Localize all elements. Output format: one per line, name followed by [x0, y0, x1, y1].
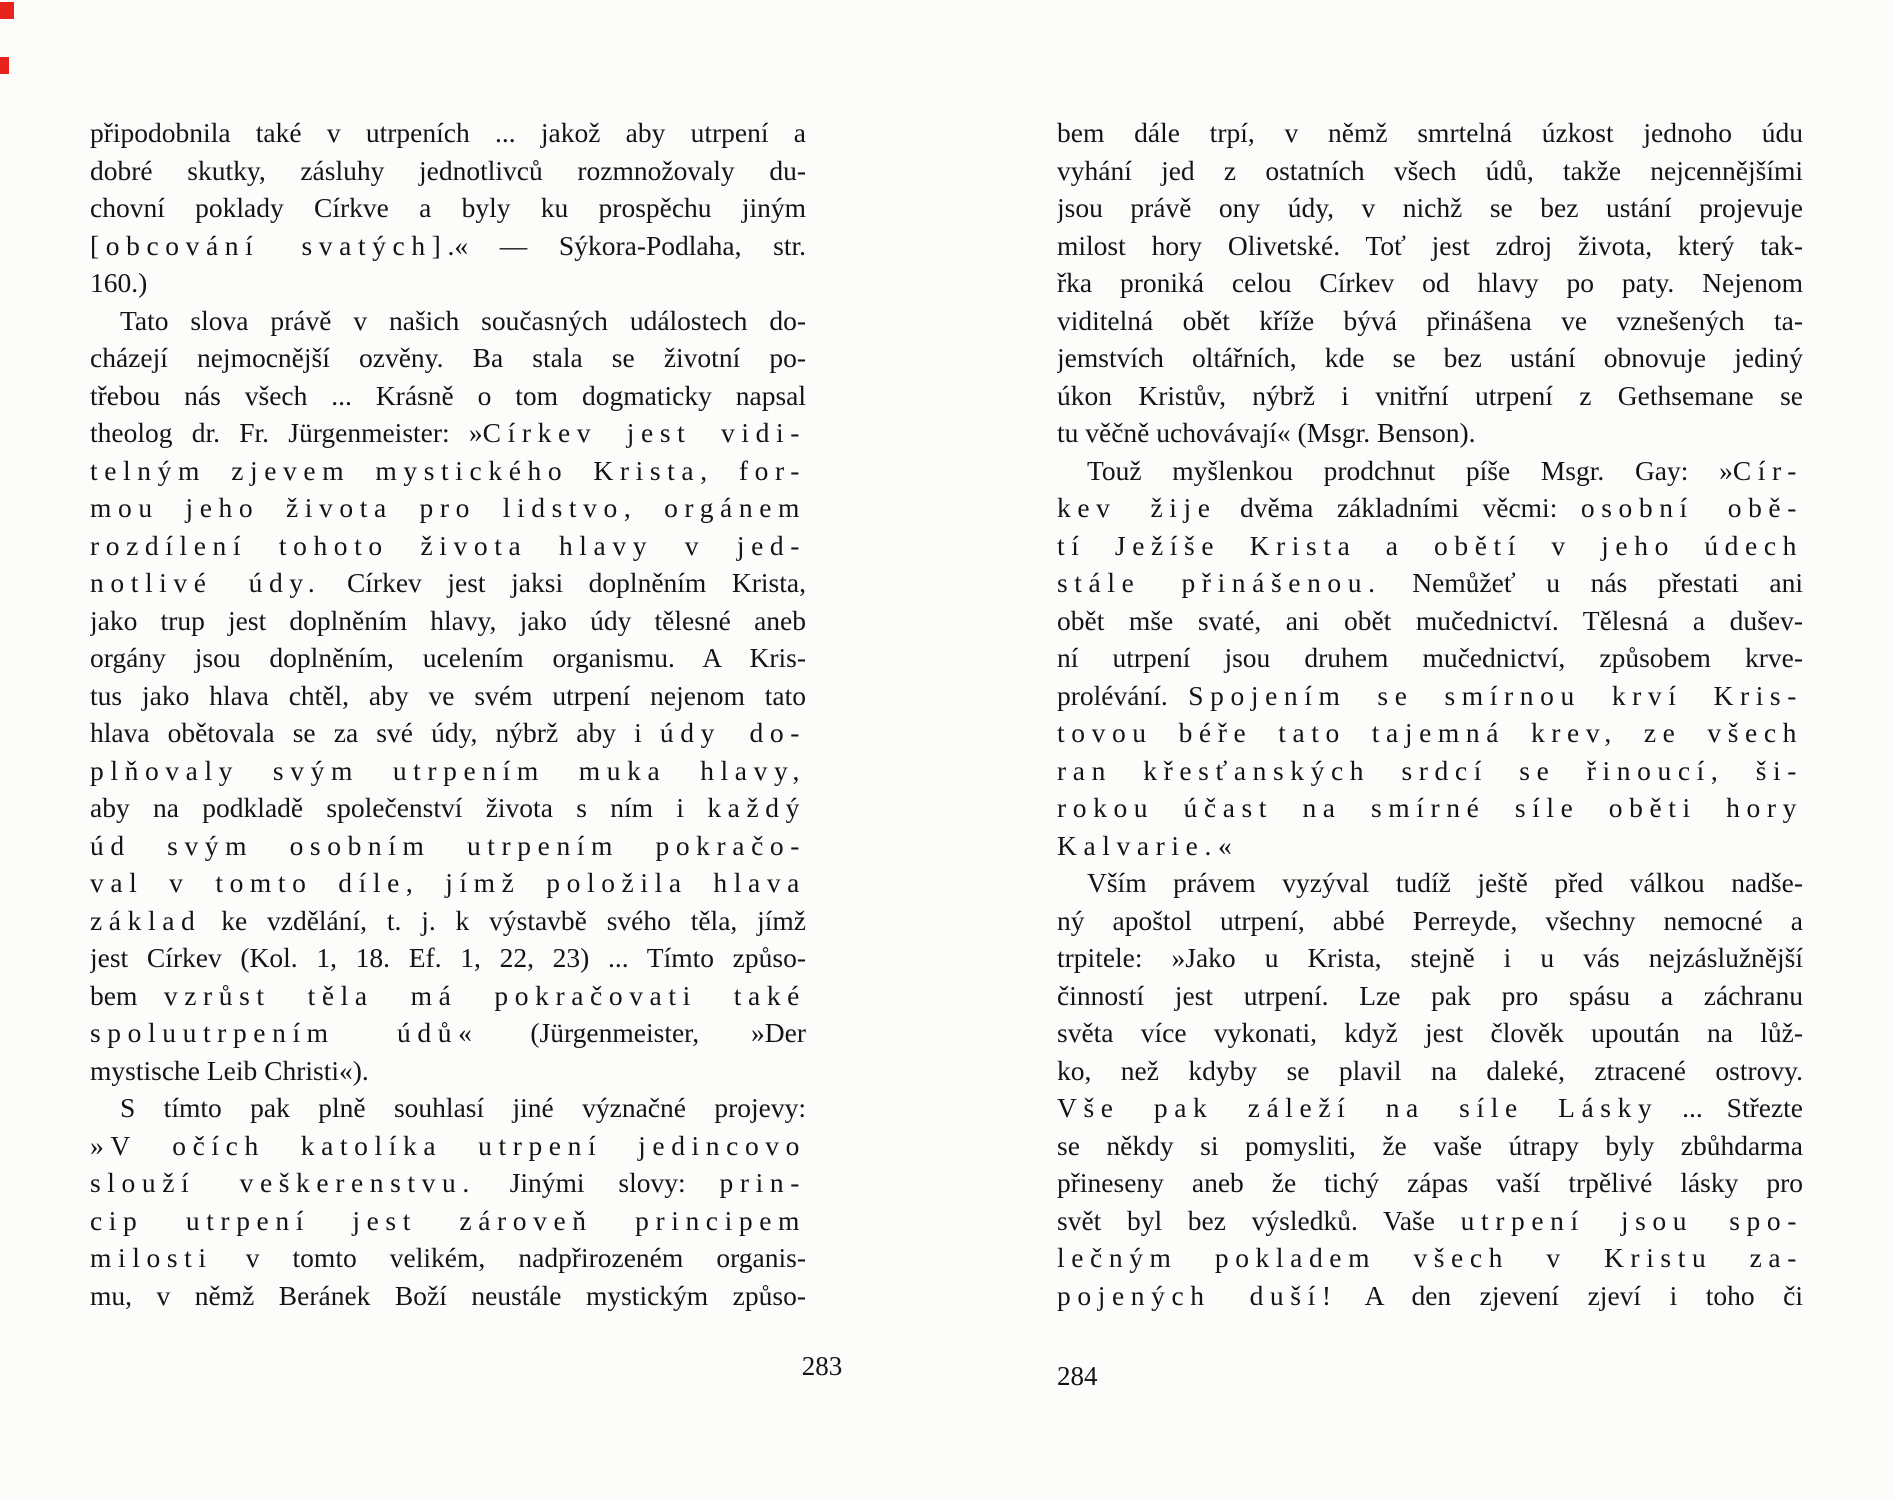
letterspaced-text-segment: [obcování svatých]: [90, 229, 448, 261]
text-line: [90, 189, 806, 227]
text-line: [1057, 827, 1803, 865]
text-line: [90, 227, 806, 265]
text-segment: Tato slova právě v našich současných událostech do-: [120, 304, 806, 336]
letterspaced-text-segment: ran křesťanských srdcí se řinoucí, ši-: [1057, 754, 1803, 786]
text-segment: orgány jsou doplněním, ucelením organismu. A Kris-: [90, 642, 806, 673]
text-line: [90, 1127, 806, 1165]
text-segment: jsou právě ony údy, v nichž se bez ustání projevuje: [1057, 192, 1803, 223]
letterspaced-text-segment: notlivé údy.: [90, 567, 322, 598]
text-line: [1057, 902, 1803, 940]
text-line: [1057, 1239, 1803, 1277]
text-segment: připodobnila také v utrpeních ... jakož aby utrpení a: [90, 117, 806, 148]
text-line: [90, 1052, 806, 1090]
text-line: [90, 152, 806, 190]
text-segment: cházejí nejmocnější ozvěny. Ba stala se životní po-: [90, 342, 806, 373]
text-segment: bem: [90, 979, 164, 1011]
text-line: [1057, 639, 1803, 677]
text-segment: ný apoštol utrpení, abbé Perreyde, všechny nemocné a: [1057, 904, 1803, 936]
right-page-text-column: [1057, 114, 1803, 1314]
text-segment: S tímto pak plně souhlasí jiné význačné projevy:: [120, 1092, 806, 1123]
letterspaced-text-segment: stále přinášenou.: [1057, 567, 1382, 598]
text-segment: ní utrpení jsou druhem mučednictví, způsobem krve-: [1057, 642, 1803, 673]
text-line: [90, 714, 806, 752]
text-line: [90, 1239, 806, 1277]
text-line: [1057, 1127, 1803, 1165]
letterspaced-text-segment: cip utrpení jest zároveň principem: [90, 1204, 806, 1236]
text-line: [90, 114, 806, 152]
text-segment: činností jest utrpení. Lze pak pro spásu a záchranu: [1057, 979, 1803, 1011]
text-line: [1057, 752, 1803, 790]
letterspaced-text-segment: lečným pokladem všech v Kristu za-: [1057, 1242, 1803, 1273]
text-segment: svět byl bez výsledků. Vaše: [1057, 1204, 1461, 1236]
text-line: [90, 564, 806, 602]
text-line: [90, 864, 806, 902]
text-segment: prolévání.: [1057, 679, 1189, 711]
letterspaced-text-segment: rozdílení tohoto života hlavy v jed-: [90, 529, 806, 561]
letterspaced-text-segment: rokou účast na smírné síle oběti hory: [1057, 792, 1803, 823]
letterspaced-text-segment: mou jeho života pro lidstvo, orgánem: [90, 492, 806, 523]
text-line: [90, 527, 806, 565]
text-line: [90, 789, 806, 827]
text-segment: přineseny aneb že tichý zápas vaší trpělivé lásky pro: [1057, 1167, 1803, 1198]
text-segment: trpitele: »Jako u Krista, stejně i u vás nejzáslužnější: [1057, 942, 1803, 973]
text-line: [90, 1014, 806, 1052]
text-segment: jako trup jest doplněním hlavy, jako údy tělesné aneb: [90, 604, 806, 636]
text-segment: theolog dr. Fr. Jürgenmeister: »: [90, 417, 483, 448]
text-line: [1057, 977, 1803, 1015]
text-line: [90, 452, 806, 490]
text-segment: dobré skutky, zásluhy jednotlivců rozmnožovaly du-: [90, 154, 806, 186]
text-line: [1057, 302, 1803, 340]
text-line: [90, 339, 806, 377]
text-segment: se někdy si pomysliti, že vaše útrapy byly zbůhdarma: [1057, 1129, 1803, 1161]
text-line: [1057, 1052, 1803, 1090]
letterspaced-text-segment: Cír-: [1732, 454, 1803, 486]
text-segment: světa více vykonati, když jest člověk upoután na lůž-: [1057, 1017, 1803, 1048]
text-line: [1057, 452, 1803, 490]
text-segment: ke vzdělání, t. j. k výstavbě svého těla, jímž: [201, 904, 806, 936]
text-line: [1057, 152, 1803, 190]
letterspaced-text-segment: osobní obě-: [1580, 492, 1803, 523]
text-line: [1057, 114, 1803, 152]
text-line: [90, 902, 806, 940]
text-line: [1057, 677, 1803, 715]
text-line: [90, 1089, 806, 1127]
text-segment: 160.): [90, 267, 148, 298]
letterspaced-text-segment: Vše pak záleží na síle Lásky: [1057, 1092, 1659, 1123]
text-segment: Vším právem vyzýval tudíž ještě před válkou nadše-: [1087, 867, 1803, 898]
text-line: [90, 827, 806, 865]
page-number-left: 283: [801, 1351, 843, 1381]
text-segment: chovní poklady Církve a byly ku prospěchu jiným: [90, 192, 806, 223]
text-line: [90, 602, 806, 640]
text-line: [1057, 564, 1803, 602]
text-line: [90, 414, 806, 452]
red-scan-mark-2: [0, 57, 9, 74]
text-line: [1057, 1089, 1803, 1127]
text-line: [1057, 1277, 1803, 1315]
text-line: [90, 752, 806, 790]
letterspaced-text-segment: Církev jest vidi-: [482, 417, 806, 448]
letterspaced-text-segment: Spojením se smírnou krví Kris-: [1188, 679, 1803, 711]
text-line: [90, 939, 806, 977]
letterspaced-text-segment: spoluutrpením údů«: [90, 1017, 479, 1048]
letterspaced-text-segment: základ: [90, 904, 202, 936]
text-segment: třebou nás všech ... Krásně o tom dogmaticky napsal: [90, 379, 806, 411]
text-segment: tu věčně uchovávají« (Msgr. Benson).: [1057, 417, 1476, 448]
text-segment: hlava obětovala se za své údy, nýbrž aby i: [90, 717, 660, 748]
text-line: [90, 264, 806, 302]
text-segment: obět mše svaté, ani obět mučednictví. Tělesná a dušev-: [1057, 604, 1803, 636]
text-line: [1057, 227, 1803, 265]
text-line: [1057, 189, 1803, 227]
letterspaced-text-segment: utrpení jsou spo-: [1460, 1204, 1803, 1236]
letterspaced-text-segment: Kalvarie.«: [1057, 829, 1239, 861]
text-segment: mystische Leib Christi«).: [90, 1054, 369, 1086]
text-line: [90, 1202, 806, 1240]
text-line: [1057, 339, 1803, 377]
letterspaced-text-segment: val v tomto díle, jímž položila hlava: [90, 867, 806, 898]
text-segment: .« — Sýkora-Podlaha, str.: [447, 229, 806, 261]
letterspaced-text-segment: »V očích katolíka utrpení jedincovo: [90, 1129, 806, 1161]
text-line: [1057, 1164, 1803, 1202]
text-segment: Touž myšlenkou prodchnut píše Msgr. Gay: »: [1087, 454, 1733, 486]
text-segment: vyhání jed z ostatních všech údů, takže nejcennějšími: [1057, 154, 1803, 186]
text-line: [1057, 377, 1803, 415]
text-segment: bem dále trpí, v němž smrtelná úzkost jednoho údu: [1057, 117, 1803, 148]
text-segment: tus jako hlava chtěl, aby ve svém utrpení nejenom tato: [90, 679, 806, 711]
text-segment: mu, v němž Beránek Boží neustále mystickým způso-: [90, 1279, 806, 1311]
text-line: [90, 677, 806, 715]
text-segment: jemstvích oltářních, kde se bez ustání obnovuje jediný: [1057, 342, 1803, 373]
letterspaced-text-segment: milosti: [90, 1242, 213, 1273]
text-segment: aby na podkladě společenství života s ním i: [90, 792, 708, 823]
text-segment: viditelná obět kříže bývá přinášena ve vznešených ta-: [1057, 304, 1803, 336]
letterspaced-text-segment: tí Ježíše Krista a obětí v jeho údech: [1057, 529, 1803, 561]
text-line: [90, 302, 806, 340]
letterspaced-text-segment: údy do-: [659, 717, 806, 748]
text-line: [1057, 414, 1803, 452]
text-line: [1057, 939, 1803, 977]
text-segment: (Jürgenmeister, »Der: [478, 1017, 806, 1048]
text-line: [1057, 264, 1803, 302]
text-segment: úkon Kristův, nýbrž i vnitřní utrpení z Gethsemane se: [1057, 379, 1803, 411]
text-segment: Jinými slovy:: [475, 1167, 720, 1198]
text-segment: Nemůžeť u nás přestati ani: [1381, 567, 1803, 598]
letterspaced-text-segment: pojených duší!: [1057, 1279, 1338, 1311]
red-scan-mark-1: [0, 2, 14, 19]
text-line: [1057, 1014, 1803, 1052]
text-line: [90, 639, 806, 677]
text-line: [90, 1164, 806, 1202]
letterspaced-text-segment: kev žije: [1057, 492, 1217, 523]
text-segment: ko, než kdyby se plavil na daleké, ztracené ostrovy.: [1057, 1054, 1803, 1086]
text-segment: milost hory Olivetské. Toť jest zdroj života, který tak-: [1057, 229, 1803, 261]
letterspaced-text-segment: tovou béře tato tajemná krev, ze všech: [1057, 717, 1803, 748]
text-segment: Církev jest jaksi doplněním Krista,: [321, 567, 806, 598]
text-segment: řka proniká celou Církev od hlavy po paty. Nejenom: [1057, 267, 1803, 298]
letterspaced-text-segment: telným zjevem mystického Krista, for-: [90, 454, 806, 486]
text-line: [1057, 527, 1803, 565]
text-line: [1057, 789, 1803, 827]
letterspaced-text-segment: každý: [707, 792, 806, 823]
letterspaced-text-segment: plňovaly svým utrpením muka hlavy,: [90, 754, 806, 786]
text-line: [1057, 489, 1803, 527]
text-segment: dvěma základními věcmi:: [1216, 492, 1581, 523]
text-line: [1057, 1202, 1803, 1240]
text-line: [90, 489, 806, 527]
letterspaced-text-segment: úd svým osobním utrpením pokračo-: [90, 829, 806, 861]
text-line: [90, 977, 806, 1015]
text-line: [1057, 714, 1803, 752]
text-segment: A den zjevení zjeví i toho či: [1337, 1279, 1803, 1311]
text-line: [90, 377, 806, 415]
text-line: [90, 1277, 806, 1315]
text-segment: jest Církev (Kol. 1, 18. Ef. 1, 22, 23) ... Tímto způso-: [90, 942, 806, 973]
text-line: [1057, 864, 1803, 902]
page-number-right: 284: [1057, 1361, 1098, 1391]
text-segment: ... Střezte: [1658, 1092, 1803, 1123]
letterspaced-text-segment: slouží veškerenstvu.: [90, 1167, 476, 1198]
text-segment: v tomto velikém, nadpřirozeném organis-: [212, 1242, 806, 1273]
left-page-text-column: [90, 114, 806, 1314]
text-line: [1057, 602, 1803, 640]
letterspaced-text-segment: vzrůst těla má pokračovati také: [163, 979, 806, 1011]
letterspaced-text-segment: prin-: [719, 1167, 806, 1198]
